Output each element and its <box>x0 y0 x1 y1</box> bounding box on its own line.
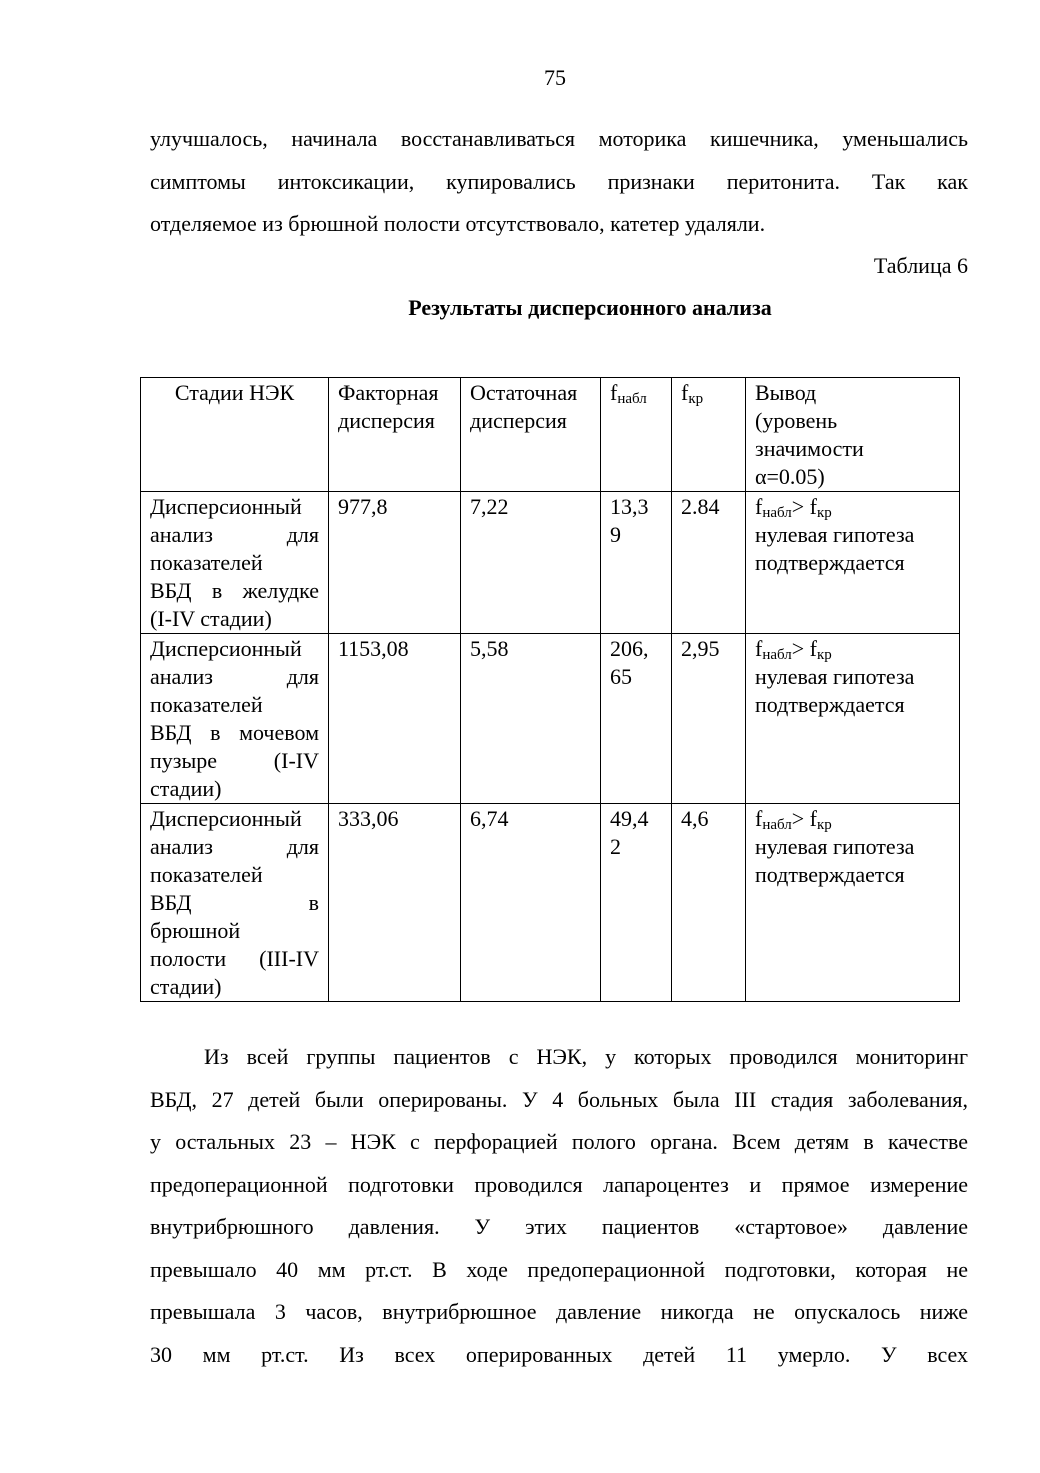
cell-conclusion: $f_{набл}> f_{кр}$ нулевая гипотеза подтверждается <box>746 804 960 1002</box>
cell-f-obs: 13,3 9 <box>601 492 672 634</box>
text-line: Из всей группы пациентов с НЭК, у которых проводился мониторинг <box>204 1044 968 1069</box>
cell-factor: 977,8 <box>329 492 461 634</box>
cell-stage: Дисперсионный анализ для показателей ВБД в желудке (I-IV стадии) <box>141 492 329 634</box>
text-line: превышало 40 мм рт.ст. В ходе предоперационной подготовки, которая не <box>150 1256 968 1282</box>
text-line: улучшалось, начинала восстанавливаться моторика кишечника, уменьшались <box>150 126 968 151</box>
cell-f-crit: 2.84 <box>672 492 746 634</box>
cell-f-crit: 2,95 <box>672 634 746 804</box>
intro-paragraph <box>150 118 968 246</box>
page-number: 75 <box>544 65 566 90</box>
table-row <box>141 804 960 1002</box>
results-table <box>140 377 960 1002</box>
cell-f-obs: 49,4 2 <box>601 804 672 1002</box>
table-title: Результаты дисперсионного анализа <box>408 295 772 320</box>
cell-conclusion: $f_{набл}> f_{кр}$ нулевая гипотеза подтверждается <box>746 492 960 634</box>
text-line: превышала 3 часов, внутрибрюшное давление никогда не опускалось ниже <box>150 1299 968 1324</box>
cell-residual: 5,58 <box>461 634 601 804</box>
cell-stage: Дисперсионный анализ для показателей ВБД в мочевом пузыре (I-IV стадии) <box>141 634 329 804</box>
cell-conclusion: $f_{набл}> f_{кр}$ нулевая гипотеза подтверждается <box>746 634 960 804</box>
header-conclusion: Вывод (уровень значимости α=0.05) <box>746 378 960 492</box>
text-line: ВБД, 27 детей были оперированы. У 4 больных была III стадия заболевания, <box>150 1086 968 1112</box>
cell-stage: Дисперсионный анализ для показателей ВБД в брюшной полости (III-IV стадии) <box>141 804 329 1002</box>
text-line: предоперационной подготовки проводился лапароцентез и прямое измерение <box>150 1171 968 1197</box>
table-row <box>141 492 960 634</box>
table-caption: Таблица 6 <box>873 253 968 278</box>
cell-factor: 1153,08 <box>329 634 461 804</box>
text-line: симптомы интоксикации, купировались признаки перитонита. Так как <box>150 168 968 194</box>
body-paragraph <box>150 1036 968 1376</box>
table-header-row <box>141 378 960 492</box>
cell-f-obs: 206, 65 <box>601 634 672 804</box>
cell-residual: 6,74 <box>461 804 601 1002</box>
cell-factor: 333,06 <box>329 804 461 1002</box>
header-factor: Факторная дисперсия <box>329 378 461 492</box>
header-residual: Остаточная дисперсия <box>461 378 601 492</box>
header-f-crit: $f_{кр}$ <box>672 378 746 492</box>
text-line: внутрибрюшного давления. У этих пациентов «стартовое» давление <box>150 1214 968 1239</box>
text-line: у остальных 23 – НЭК с перфорацией полого органа. Всем детям в качестве <box>150 1129 968 1154</box>
cell-f-crit: 4,6 <box>672 804 746 1002</box>
text-line: 30 мм рт.ст. Из всех оперированных детей 11 умерло. У всех <box>150 1341 968 1367</box>
header-stage: Стадии НЭК <box>141 378 329 492</box>
cell-residual: 7,22 <box>461 492 601 634</box>
table-row <box>141 634 960 804</box>
text-line: отделяемое из брюшной полости отсутствовало, катетер удаляли. <box>150 211 766 236</box>
header-f-obs: $f_{набл}$ <box>601 378 672 492</box>
